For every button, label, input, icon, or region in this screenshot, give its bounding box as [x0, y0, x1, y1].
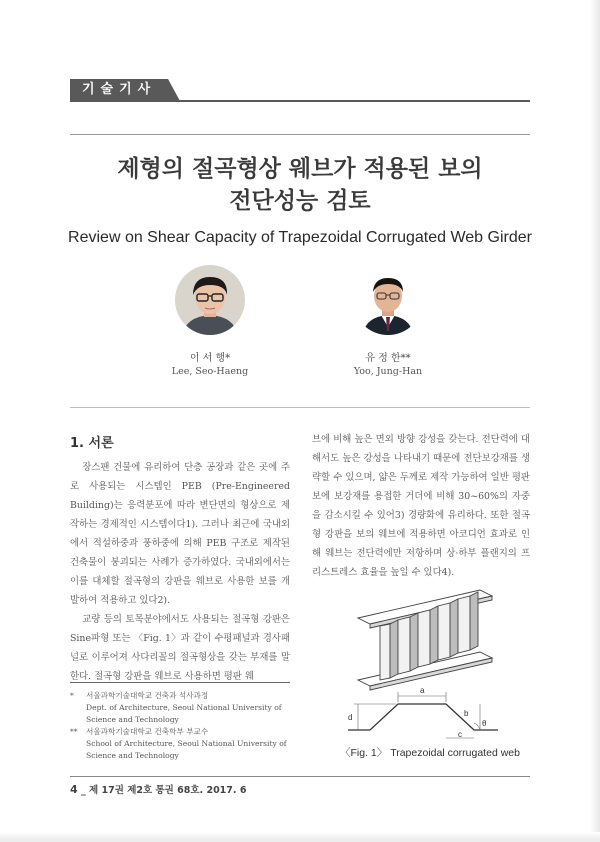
footnote-mark: ** [70, 727, 78, 736]
dimension-label-c: c [458, 730, 462, 739]
title-line-2: 전단성능 검토 [229, 188, 371, 214]
footnote-affiliation-english: School of Architecture, Seoul National University of Science and Technology [86, 739, 287, 760]
author-name-english: Lee, Seo-Haeng [171, 366, 249, 377]
footnote-affiliation-korean: 서울과학기술대학교 건축학부 부교수 [86, 727, 209, 736]
paragraph: 장스팬 건물에 유리하여 단층 공장과 같은 곳에 주로 사용되는 시스템인 PEB (Pre-Engineered Building)는 응력분포에 따라 변단면의 형상으로 제작하는 경제적인 시스템이다1). 그러나 최근에 국내외에서 적설하중과 풍하중에 의해 PEB 구조로 제작된 건축물이 붕괴되는 사례가 증가하였다. 국내외에서는 이를 대체할 절곡형의 강판을 웨브로 사용한 보를 개발하여 적용하고 있다2). [70, 462, 290, 606]
body-column-right [312, 430, 530, 582]
body-column-left [70, 458, 290, 686]
paragraph: 브에 비해 높은 면외 방향 강성을 갖는다. 전단력에 대해서도 높은 강성을 나타내기 때문에 전단보강재를 생략할 수 있으며, 얇은 두께로 제작 가능하여 일반 평판 보에 보강재를 용접한 거더에 비해 30~60%의 자중을 감소시킬 수 있어3) 경량화에 유리하다. 또한 절곡형 강판을 보의 웨브에 적용하면 아코디언 효과로 인해 웨브는 전단력에만 저항하며 상·하부 플랜지의 프리스트레스 효율을 높일 수 있다4). [312, 434, 530, 578]
footnote [70, 690, 290, 726]
footer-rule [70, 776, 530, 777]
article-title-korean [70, 153, 530, 217]
section-tag-arrow [168, 79, 180, 101]
section-tag: 기술기사 [70, 79, 168, 101]
page-edge-shadow-bottom [0, 832, 600, 842]
page-edge-shadow [590, 0, 600, 842]
body-divider [70, 407, 530, 408]
dimension-label-a: a [420, 686, 425, 695]
figure-trapezoidal-web [340, 580, 530, 740]
author-1 [140, 265, 280, 377]
section-rule [70, 100, 530, 102]
footnote-mark: * [70, 691, 74, 700]
footnotes [70, 690, 290, 762]
author-name-korean: 유 정 한** [365, 353, 411, 364]
footnote-rule [70, 682, 290, 683]
author-photo [353, 265, 423, 335]
page-footer [70, 782, 246, 796]
footnote [70, 726, 290, 762]
footnote-affiliation-english: Dept. of Architecture, Seoul National University of Science and Technology [86, 703, 282, 724]
footnote-affiliation-korean: 서울과학기술대학교 건축과 석사과정 [86, 691, 209, 700]
page-number: 4 [70, 783, 78, 796]
author-2 [318, 265, 458, 377]
section-heading: 1. 서론 [70, 436, 114, 451]
dimension-label-theta: θ [482, 719, 487, 728]
author-name-english: Yoo, Jung-Han [353, 366, 423, 377]
title-rule [70, 134, 530, 135]
dimension-label-b: b [464, 709, 469, 718]
paragraph: 교량 등의 토목분야에서도 사용되는 절곡형 강판은 Sine파형 또는 〈Fig. 1〉과 같이 수평패널과 경사패널로 이루어져 사다리꼴의 절곡형상을 갖는 부재를 말한다. 절곡형 강판을 웨브로 사용하면 평판 웨 [70, 614, 290, 682]
dimension-label-d: d [348, 713, 353, 722]
article-title-english: Review on Shear Capacity of Trapezoidal Corrugated Web Girder [68, 229, 532, 246]
figure-caption: 〈Fig. 1〉 Trapezoidal corrugated web [340, 747, 520, 759]
journal-issue: _ 제 17권 제2호 통권 68호. 2017. 6 [80, 785, 247, 796]
title-line-1: 제형의 절곡형상 웨브가 적용된 보의 [117, 156, 483, 182]
corrugated-web-drawing [340, 580, 530, 740]
author-photo [175, 265, 245, 335]
author-name-korean: 이 서 행* [189, 353, 231, 364]
